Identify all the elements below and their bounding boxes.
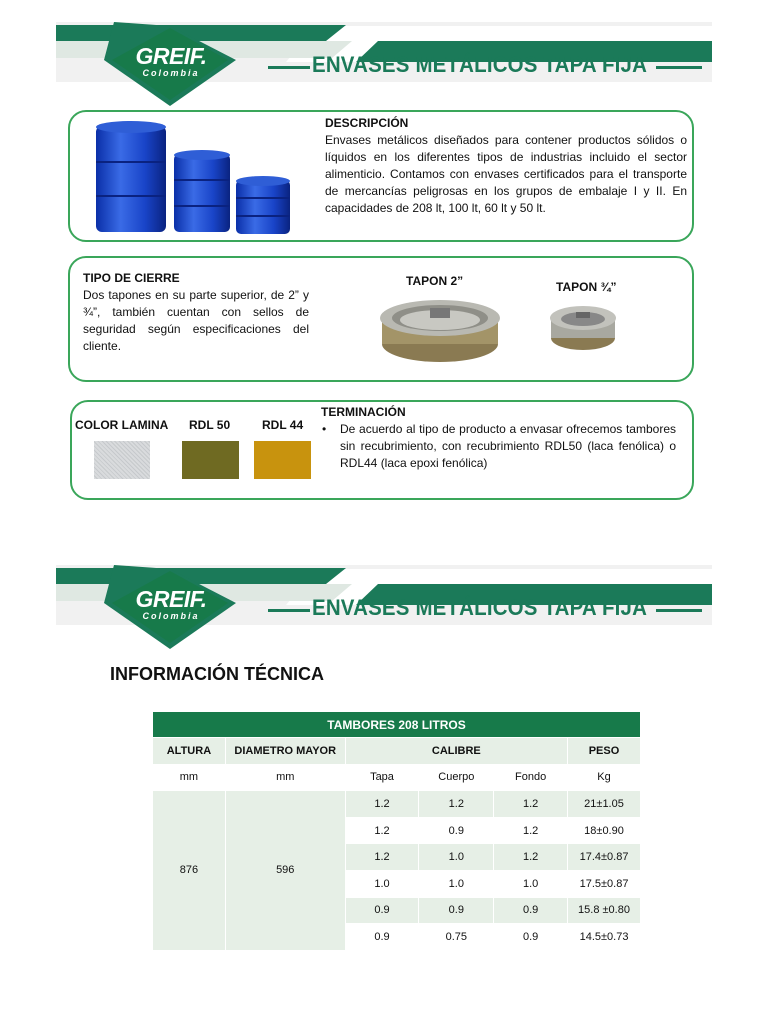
cell-peso: 14.5±0.73: [568, 924, 641, 951]
unit-diametro: mm: [225, 764, 345, 791]
header-band: [56, 22, 712, 106]
terminacion-heading: TERMINACIÓN: [321, 405, 406, 419]
cierre-heading: TIPO DE CIERRE: [83, 271, 180, 285]
title-rule-left-2: [268, 609, 310, 612]
color-lamina-label: COLOR LAMINA: [75, 418, 169, 432]
informacion-tecnica-title: INFORMACIÓN TÉCNICA: [110, 664, 324, 684]
rdl50-swatch: [182, 441, 239, 479]
cierre-box: [68, 256, 694, 382]
rdl44-swatch: [254, 441, 311, 479]
cell-cuerpo: 0.75: [419, 924, 494, 951]
cell-peso: 17.4±0.87: [568, 844, 641, 871]
cell-peso: 18±0.90: [568, 817, 641, 844]
ficha-tecnica-label: FICHA TÉCNICA: [463, 26, 579, 42]
greif-logo-2: GREIF. Colombia: [135, 586, 207, 621]
drums-image: [92, 118, 292, 238]
title-rule-right: [656, 66, 702, 69]
greif-logo: GREIF. Colombia: [135, 43, 207, 78]
table-title: TAMBORES 208 LITROS: [153, 712, 641, 738]
page-title: ENVASES METÁLICOS TAPA FIJA: [312, 52, 648, 77]
cell-peso: 21±1.05: [568, 791, 641, 818]
title-rule-right-2: [656, 609, 702, 612]
cell-tapa: 0.9: [345, 897, 419, 924]
cell-fondo: 1.0: [494, 870, 568, 897]
cierre-text: Dos tapones en su parte superior, de 2” y ¾”, también cuentan con sellos de seguridad según especificaciones del cliente.: [83, 288, 309, 353]
cell-fondo: 0.9: [494, 897, 568, 924]
cell-cuerpo: 0.9: [419, 817, 494, 844]
tapon-3-4-label: TAPON ¾”: [556, 280, 617, 294]
tapon-2-label: TAPON 2”: [406, 274, 464, 288]
cell-cuerpo: 1.2: [419, 791, 494, 818]
cell-tapa: 1.0: [345, 870, 419, 897]
cell-fondo: 1.2: [494, 844, 568, 871]
rdl44-label: RDL 44: [262, 418, 304, 432]
cell-tapa: 0.9: [345, 924, 419, 951]
tapon-3-4-image: [546, 300, 620, 354]
unit-tapa: Tapa: [345, 764, 419, 791]
col-calibre: CALIBRE: [345, 738, 567, 765]
descripcion-heading: DESCRIPCIÓN: [325, 116, 409, 130]
unit-altura: mm: [153, 764, 226, 791]
col-peso: PESO: [568, 738, 641, 765]
ficha-tecnica-label-2: FICHA TÉCNICA: [463, 569, 579, 585]
lamina-swatch: [94, 441, 150, 479]
cell-peso: 15.8 ±0.80: [568, 897, 641, 924]
rdl50-label: RDL 50: [189, 418, 231, 432]
cell-fondo: 1.2: [494, 817, 568, 844]
cell-fondo: 0.9: [494, 924, 568, 951]
table-row: [153, 791, 641, 818]
header-band-2: [56, 565, 712, 649]
page-title-2: ENVASES METÁLICOS TAPA FIJA: [312, 595, 648, 620]
descripcion-box: [68, 110, 694, 242]
col-altura: ALTURA: [153, 738, 226, 765]
terminacion-text: De acuerdo al tipo de producto a envasar ofrecemos tambores sin recubrimiento, con recubrimiento RDL50 (laca fenólica) o RDL44 (laca epoxi fenólica): [340, 422, 676, 470]
cell-cuerpo: 1.0: [419, 844, 494, 871]
cell-tapa: 1.2: [345, 844, 419, 871]
cell-peso: 17.5±0.87: [568, 870, 641, 897]
unit-fondo: Fondo: [494, 764, 568, 791]
title-rule-left: [268, 66, 310, 69]
tapon-2-image: [376, 294, 504, 368]
tech-table: [152, 711, 641, 951]
diametro-value: 596: [225, 791, 345, 951]
unit-cuerpo: Cuerpo: [419, 764, 494, 791]
cell-cuerpo: 1.0: [419, 870, 494, 897]
altura-value: 876: [153, 791, 226, 951]
cell-tapa: 1.2: [345, 791, 419, 818]
terminacion-bullet: •: [322, 422, 327, 436]
unit-peso: Kg: [568, 764, 641, 791]
cell-cuerpo: 0.9: [419, 897, 494, 924]
cell-fondo: 1.2: [494, 791, 568, 818]
col-diametro: DIAMETRO MAYOR: [225, 738, 345, 765]
descripcion-text: Envases metálicos diseñados para contener productos sólidos o líquidos en los diferentes tipos de industrias incluido el sector alimenticio. Contamos con envases certificados para el transporte de mercancías peligrosas en los grupos de embalaje I y II. En capacidades de 208 lt, 100 lt, 60 lt y 50 lt.: [325, 133, 687, 215]
cell-tapa: 1.2: [345, 817, 419, 844]
